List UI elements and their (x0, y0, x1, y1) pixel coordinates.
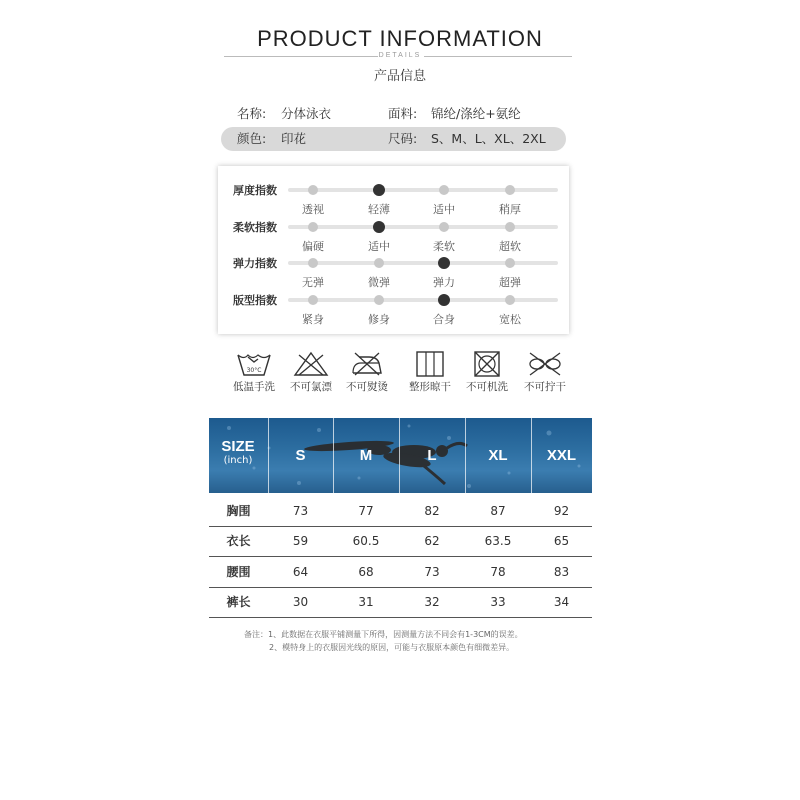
index-dot-selected (438, 257, 450, 269)
table-cell: 34 (553, 595, 570, 609)
index-track (288, 225, 558, 229)
index-option-label: 宽松 (499, 313, 521, 326)
index-option-label: 超弹 (499, 276, 521, 289)
name-value: 分体泳衣 (281, 106, 332, 121)
size-table-header (209, 418, 592, 493)
index-dot (308, 295, 318, 305)
care-label: 低温手洗 (233, 381, 275, 393)
care-label: 不可拧干 (524, 381, 566, 393)
index-option-label: 适中 (433, 203, 455, 216)
table-cell: 62 (424, 534, 440, 548)
fabric-value: 锦纶/涤纶+氨纶 (431, 106, 521, 121)
row-header: 裤长 (226, 595, 251, 609)
index-dot-selected (373, 221, 385, 233)
index-dot (308, 185, 318, 195)
table-cell: 60.5 (352, 534, 380, 548)
index-dot (505, 258, 515, 268)
table-row (209, 526, 592, 557)
index-dot-selected (373, 184, 385, 196)
index-track (288, 261, 558, 265)
care-item (513, 351, 577, 394)
index-dot (505, 222, 515, 232)
size-corner-title: SIZE (221, 438, 255, 455)
care-label: 不可熨烫 (346, 381, 388, 393)
index-dot (439, 222, 449, 232)
table-row (209, 496, 592, 527)
no-wring-icon (513, 351, 577, 377)
fabric-label: 面料: (388, 106, 418, 121)
size-column-header: XL (488, 447, 508, 464)
divider-right (424, 56, 572, 57)
care-item (222, 351, 286, 394)
no-bleach-icon (279, 351, 343, 377)
index-option-label: 微弹 (368, 276, 390, 289)
table-cell: 63.5 (484, 534, 512, 548)
index-label: 柔软指数 (233, 221, 277, 234)
table-cell: 32 (424, 595, 440, 609)
index-track (288, 298, 558, 302)
table-cell: 30 (292, 595, 309, 609)
index-track (288, 188, 558, 192)
dry-flat-shade-icon (398, 351, 462, 377)
row-header: 腰围 (226, 565, 251, 579)
care-item (398, 351, 462, 394)
table-row (209, 557, 592, 588)
fabric-index-panel (218, 166, 569, 334)
index-option-label: 透视 (302, 203, 324, 216)
index-option-label: 轻薄 (368, 203, 390, 216)
size-column-header: XXL (546, 447, 577, 464)
table-cell: 83 (553, 565, 570, 579)
care-label: 整形晾干 (409, 381, 451, 393)
svg-text:30°C: 30°C (246, 367, 262, 374)
table-cell: 92 (553, 504, 570, 518)
size-column-header: M (359, 447, 373, 464)
table-cell: 77 (358, 504, 374, 518)
row-header: 胸围 (226, 504, 251, 518)
index-option-label: 柔软 (433, 240, 455, 253)
index-dot (505, 185, 515, 195)
low-temp-handwash-icon (222, 351, 286, 377)
size-corner-label (209, 438, 267, 466)
care-label: 不可氯漂 (290, 381, 332, 393)
size-corner-unit: (inch) (223, 455, 253, 466)
index-option-label: 偏硬 (302, 240, 324, 253)
table-cell: 33 (490, 595, 506, 609)
index-label: 版型指数 (233, 294, 277, 307)
page-title: PRODUCT INFORMATION (257, 26, 543, 51)
index-dot-selected (438, 294, 450, 306)
note-line-1: 备注：1、此数据在衣服平铺测量下所得，因测量方法不同会有1-3CM的误差。 (244, 630, 523, 639)
page-subtitle: 产品信息 (373, 69, 426, 84)
index-option-label: 适中 (368, 240, 390, 253)
care-item (455, 351, 519, 394)
table-cell: 78 (490, 565, 506, 579)
index-option-label: 稍厚 (499, 203, 521, 216)
index-option-label: 无弹 (302, 276, 324, 289)
care-label: 不可机洗 (466, 381, 508, 393)
index-option-label: 修身 (368, 313, 390, 326)
size-label: 尺码: (388, 131, 418, 146)
info-row-color-size (221, 127, 566, 151)
size-column-header: S (295, 447, 306, 464)
no-machine-wash-icon (455, 351, 519, 377)
table-cell: 31 (358, 595, 374, 609)
table-cell: 59 (292, 534, 309, 548)
table-cell: 65 (553, 534, 570, 548)
index-dot (374, 295, 384, 305)
table-cell: 82 (424, 504, 440, 518)
no-iron-icon (335, 351, 399, 377)
color-label: 颜色: (237, 131, 267, 146)
note-line-2: 2、模特身上的衣服因光线的原因，可能与衣服原本颜色有细微差异。 (269, 643, 515, 652)
index-dot (374, 258, 384, 268)
index-option-label: 弹力 (433, 276, 455, 289)
color-value: 印花 (281, 131, 307, 146)
index-dot (505, 295, 515, 305)
index-option-label: 超软 (499, 240, 521, 253)
index-dot (308, 258, 318, 268)
table-row (209, 587, 592, 618)
row-header: 衣长 (226, 534, 251, 548)
index-label: 厚度指数 (233, 184, 277, 197)
care-item (279, 351, 343, 394)
index-label: 弹力指数 (233, 257, 277, 270)
name-label: 名称: (237, 106, 267, 121)
index-dot (308, 222, 318, 232)
index-option-label: 合身 (433, 313, 455, 326)
table-cell: 87 (490, 504, 506, 518)
details-caption: DETAILS (378, 52, 422, 59)
size-value: S、M、L、XL、2XL (431, 131, 546, 146)
info-row-name-fabric (221, 102, 566, 126)
table-cell: 73 (424, 565, 440, 579)
size-column-header: L (427, 447, 437, 464)
table-cell: 73 (292, 504, 309, 518)
index-option-label: 紧身 (302, 313, 324, 326)
table-cell: 64 (292, 565, 309, 579)
table-cell: 68 (358, 565, 374, 579)
care-item (335, 351, 399, 394)
index-dot (439, 185, 449, 195)
